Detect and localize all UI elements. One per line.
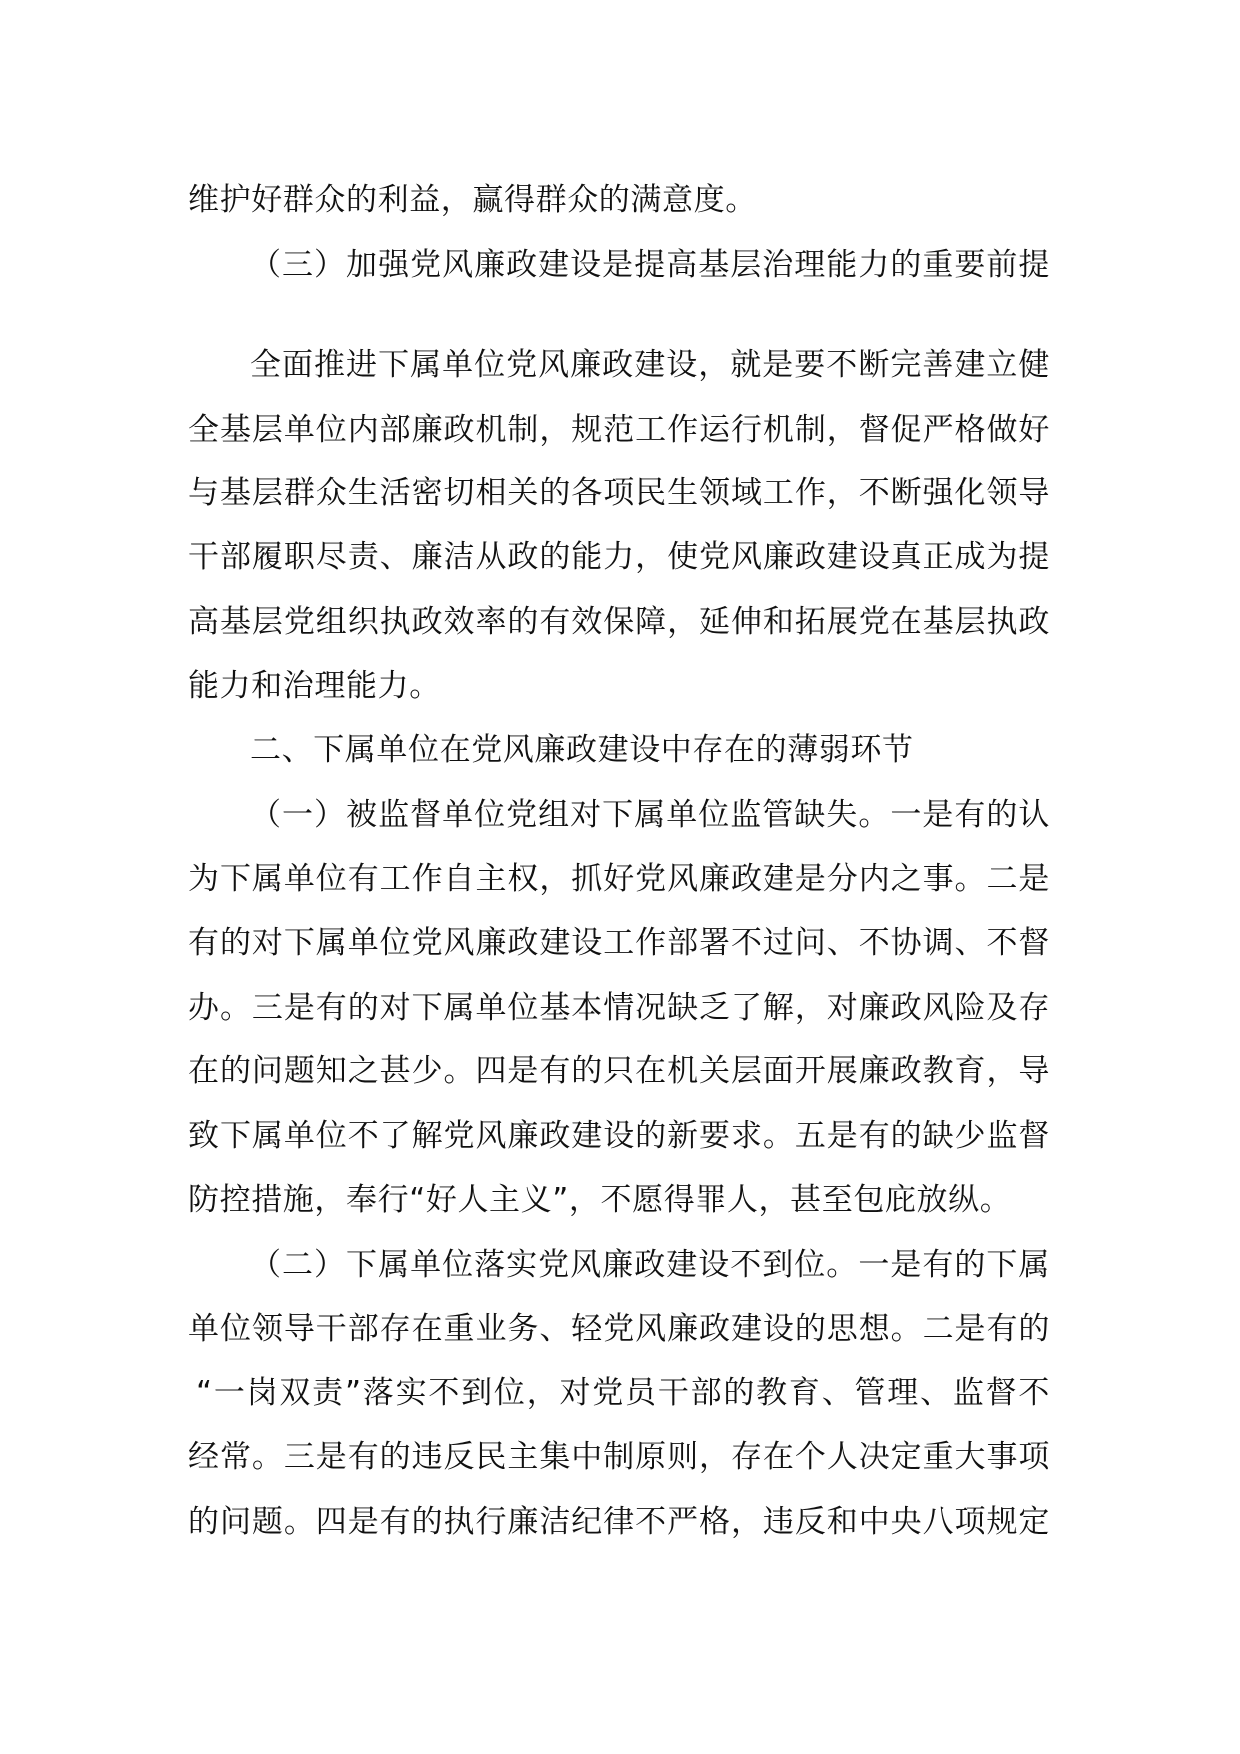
paragraph-line: 与基层群众生活密切相关的各项民生领域工作，不断强化领导: [188, 475, 1050, 511]
paragraph-line: 单位领导干部存在重业务、轻党风廉政建设的思想。二是有的: [188, 1311, 1050, 1347]
paragraph-line: 办。三是有的对下属单位基本情况缺乏了解，对廉政风险及存: [188, 990, 1050, 1026]
paragraph-line: 全面推进下属单位党风廉政建设，就是要不断完善建立健: [250, 347, 1050, 383]
paragraph-line: “一岗双责”落实不到位，对党员干部的教育、管理、监督不: [196, 1375, 1050, 1411]
paragraph-line: 防控措施，奉行“好人主义”，不愿得罪人，甚至包庇放纵。: [188, 1182, 1012, 1218]
paragraph-line: 全基层单位内部廉政机制，规范工作运行机制，督促严格做好: [188, 412, 1050, 448]
paragraph-line: 高基层党组织执政效率的有效保障，延伸和拓展党在基层执政: [188, 604, 1050, 640]
chapter-heading: 二、下属单位在党风廉政建设中存在的薄弱环节: [250, 732, 914, 768]
paragraph-line: （一）被监督单位党组对下属单位监管缺失。一是有的认: [250, 797, 1050, 833]
paragraph-line: 有的对下属单位党风廉政建设工作部署不过问、不协调、不督: [188, 925, 1050, 961]
paragraph-line: 干部履职尽责、廉洁从政的能力，使党风廉政建设真正成为提: [188, 539, 1050, 575]
paragraph-line: 致下属单位不了解党风廉政建设的新要求。五是有的缺少监督: [188, 1118, 1050, 1154]
paragraph-line: 维护好群众的利益，赢得群众的满意度。: [188, 182, 757, 218]
paragraph-line: 为下属单位有工作自主权，抓好党风廉政建是分内之事。二是: [188, 861, 1050, 897]
section-heading: （三）加强党风廉政建设是提高基层治理能力的重要前提: [250, 247, 1050, 283]
paragraph-line: 能力和治理能力。: [188, 668, 441, 704]
paragraph-line: 经常。三是有的违反民主集中制原则，存在个人决定重大事项: [188, 1439, 1050, 1475]
paragraph-line: 在的问题知之甚少。四是有的只在机关层面开展廉政教育，导: [188, 1053, 1050, 1089]
paragraph-line: 的问题。四是有的执行廉洁纪律不严格，违反和中央八项规定: [188, 1504, 1050, 1540]
paragraph-line: （二）下属单位落实党风廉政建设不到位。一是有的下属: [250, 1247, 1050, 1283]
